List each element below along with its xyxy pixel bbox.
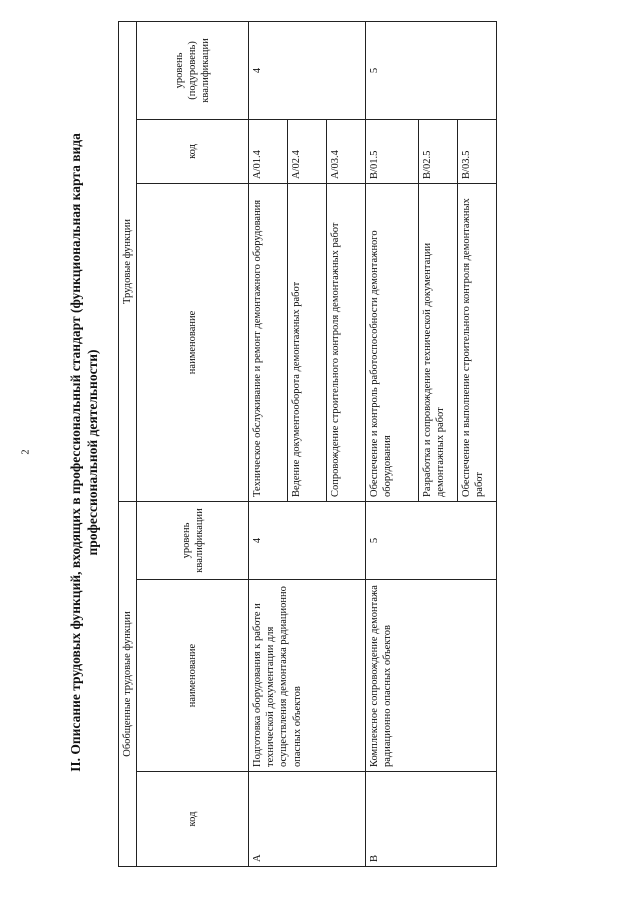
group-level: 5 [366,501,497,579]
group-level: 4 [249,501,366,579]
group-name: Комплексное сопровождение демонтажа радиационно опасных объектов [366,580,497,772]
function-name: Сопровождение строительного контроля демонтажных работ [327,183,366,501]
function-sublevel: 5 [366,21,497,119]
table-row [249,21,288,866]
func-name-header: наименование [137,183,249,501]
group-name: Подготовка оборудования к работе и технической документации для осуществления демонтажа радиационно опасных объектов [249,580,366,772]
generalized-functions-header: Обобщенные трудовые функции [119,501,137,866]
group-code: B [366,772,497,867]
function-code: A/03.4 [327,119,366,183]
group-header-row [119,21,137,866]
function-name: Обеспечение и выполнение строительного контроля демонтажных работ [458,183,497,501]
function-code: B/03.5 [458,119,497,183]
functional-map-table [118,21,497,867]
heading-line-2: профессиональной деятельности) [85,349,100,556]
function-sublevel: 4 [249,21,366,119]
function-code: B/02.5 [419,119,458,183]
function-name: Обеспечение и контроль работоспособности демонтажного оборудования [366,183,419,501]
function-name: Разработка и сопровождение технической документации демонтажных работ [419,183,458,501]
gen-level-header: уровень квалификации [137,501,249,579]
func-level-header: уровень (подуровень) квалификации [137,21,249,119]
group-code: A [249,772,366,867]
function-name: Ведение документооборота демонтажных работ [288,183,327,501]
heading-line-1: II. Описание трудовых функций, входящих в профессиональный стандарт (функциональная карта вида [68,133,83,772]
page-number: 2 [20,449,32,455]
function-code: A/01.4 [249,119,288,183]
function-code: A/02.4 [288,119,327,183]
section-heading [67,0,101,905]
labor-functions-header: Трудовые функции [119,21,137,501]
func-code-header: код [137,119,249,183]
function-code: B/01.5 [366,119,419,183]
table-row [366,21,419,866]
function-name: Техническое обслуживание и ремонт демонтажного оборудования [249,183,288,501]
gen-name-header: наименование [137,580,249,772]
gen-code-header: код [137,772,249,867]
column-header-row [137,21,249,866]
